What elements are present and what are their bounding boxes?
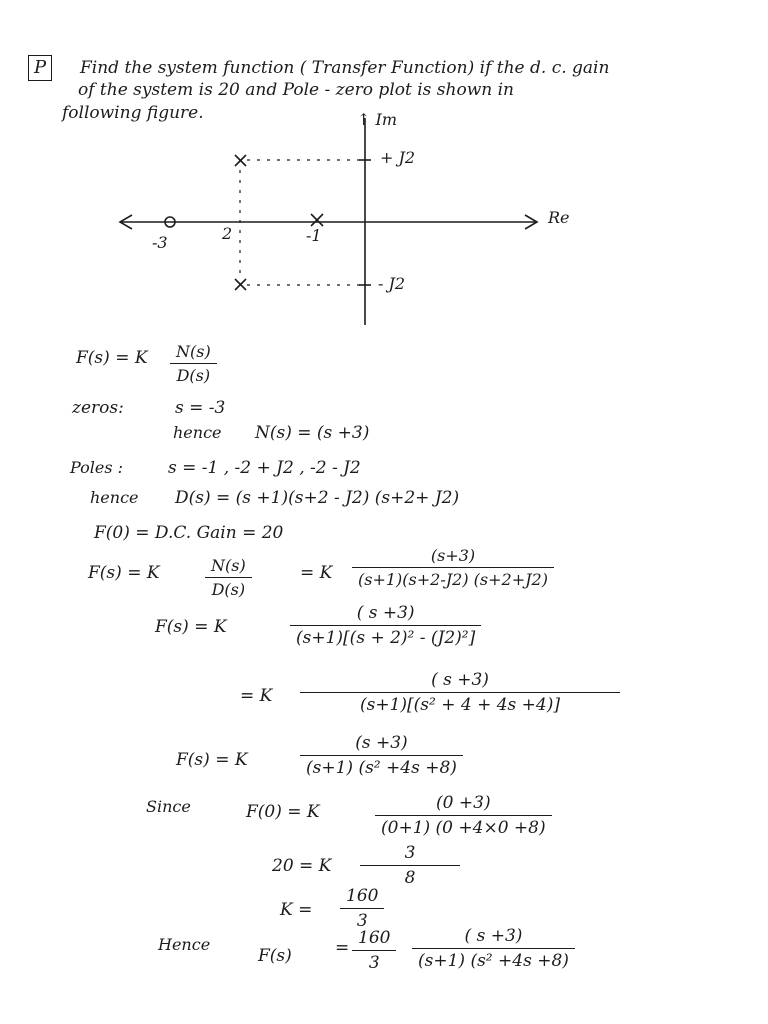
problem-marker: P — [28, 55, 52, 81]
f-def-fraction — [170, 342, 217, 385]
problem-line-3: following figure. — [62, 103, 204, 123]
step3-num: ( s +3) — [431, 670, 489, 690]
zeros-label: zeros: — [72, 398, 124, 418]
step3-lhs: = K — [240, 686, 273, 706]
step3-fraction — [300, 670, 620, 715]
step1-num2: (s+3) — [430, 546, 476, 565]
k-eq-lhs: 20 = K — [272, 856, 332, 876]
k-val-fraction — [340, 886, 384, 931]
step3-den: (s+1)[(s² + 4 + 4s +4)] — [359, 695, 561, 715]
label-2: 2 — [222, 224, 233, 243]
final-fraction — [412, 926, 575, 971]
zeros-value: s = -3 — [175, 398, 226, 418]
k-val-lhs: K = — [280, 900, 313, 920]
step4-fraction — [300, 733, 463, 778]
f-def-den: D(s) — [176, 366, 211, 385]
step1-mid: = K — [300, 563, 333, 583]
since-den: (0+1) (0 +4×0 +8) — [381, 818, 546, 838]
label-minus1: -1 — [306, 226, 322, 245]
poles-label: Poles : — [70, 458, 124, 477]
step1-fraction-2 — [352, 546, 554, 589]
k-val-den: 3 — [356, 911, 368, 931]
step1-den: D(s) — [211, 580, 246, 599]
f-def-num: N(s) — [176, 342, 211, 361]
since-label: Since — [146, 797, 191, 816]
final-lhs: F(s) — [258, 946, 292, 966]
d-expr: D(s) = (s +1)(s+2 - J2) (s+2+ J2) — [175, 488, 460, 508]
final-k-num: 160 — [358, 928, 391, 948]
real-axis-label: Re — [548, 208, 570, 227]
label-minus3: -3 — [152, 233, 168, 252]
label-plus-j2: + J2 — [380, 148, 416, 167]
pole-marker-minus2-plus-j2 — [235, 155, 246, 166]
k-eq-den: 8 — [404, 868, 416, 888]
step4-num: (s +3) — [355, 733, 408, 753]
step1-num: N(s) — [211, 556, 246, 575]
step2-fraction — [290, 603, 481, 648]
k-val-num: 160 — [346, 886, 379, 906]
k-eq-num: 3 — [404, 843, 416, 863]
k-eq-fraction — [360, 843, 460, 888]
hence-2: hence — [90, 488, 139, 507]
step2-den: (s+1)[(s + 2)² - (J2)²] — [296, 628, 476, 648]
pole-marker-minus2-minus-j2 — [235, 279, 246, 290]
step1-den2: (s+1)(s+2-J2) (s+2+J2) — [358, 570, 548, 589]
step4-den: (s+1) (s² +4s +8) — [306, 758, 457, 778]
final-k-den: 3 — [368, 953, 380, 973]
pole-marker-minus1 — [311, 214, 323, 226]
since-fraction — [375, 793, 552, 838]
step2-lhs: F(s) = K — [155, 617, 227, 637]
n-expr: N(s) = (s +3) — [255, 423, 370, 443]
step1-lhs: F(s) = K — [88, 563, 160, 583]
since-lhs: F(0) = K — [246, 802, 320, 822]
step1-fraction — [205, 556, 252, 599]
imag-axis-label: ↑ Im — [357, 110, 397, 129]
step4-lhs: F(s) = K — [176, 750, 248, 770]
final-k-fraction — [352, 928, 396, 973]
label-minus-j2: - J2 — [378, 274, 406, 293]
final-eq: = — [335, 938, 350, 958]
problem-line-2: of the system is 20 and Pole - zero plot is shown in — [78, 80, 514, 100]
f-def-lhs: F(s) = K — [76, 348, 148, 368]
f0-line: F(0) = D.C. Gain = 20 — [94, 523, 284, 543]
problem-line-1: Find the system function ( Transfer Function) if the d. c. gain — [80, 58, 610, 78]
final-den: (s+1) (s² +4s +8) — [418, 951, 569, 971]
since-num: (0 +3) — [436, 793, 491, 813]
poles-value: s = -1 , -2 + J2 , -2 - J2 — [168, 458, 361, 478]
hence-final: Hence — [158, 935, 211, 954]
final-num: ( s +3) — [464, 926, 523, 946]
hence-1: hence — [173, 423, 222, 442]
step2-num: ( s +3) — [356, 603, 415, 623]
